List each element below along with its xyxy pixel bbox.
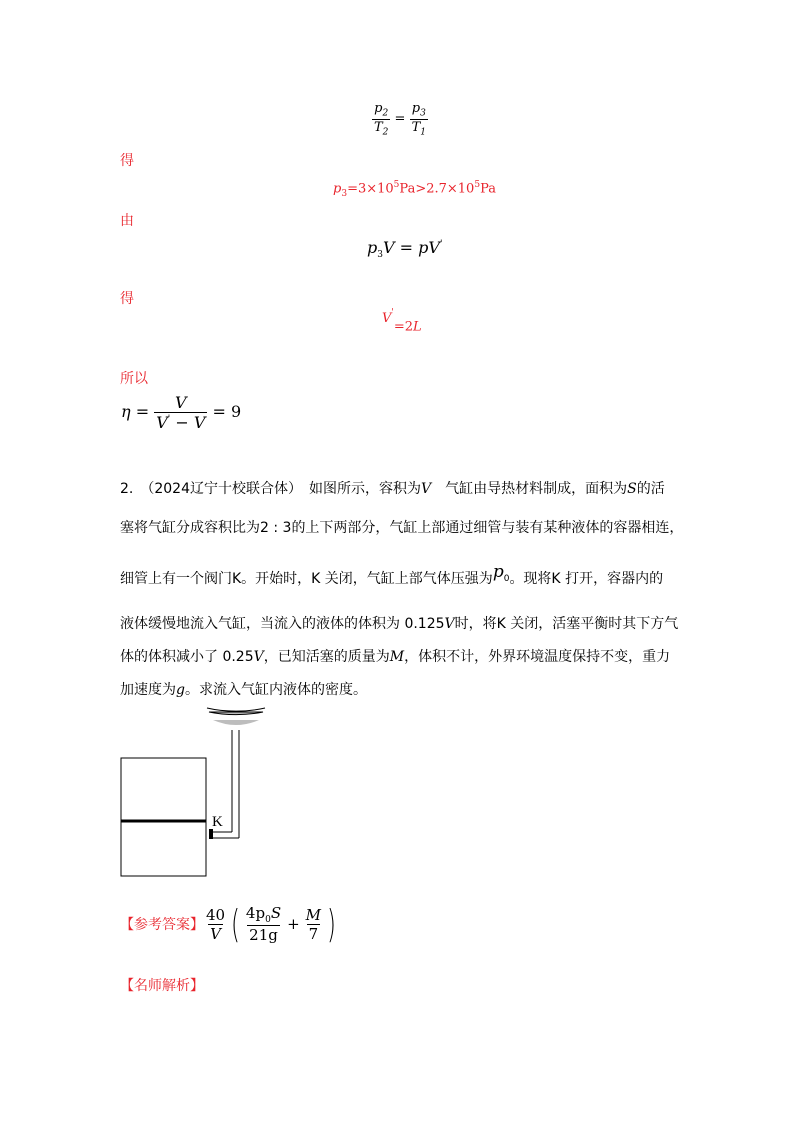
result-v-prime: V'=2L bbox=[382, 308, 422, 335]
answer-term-1: $\frac{4p_0S}{21g}$ bbox=[245, 904, 282, 944]
answer-label: 【参考答案】 bbox=[120, 917, 204, 933]
answer-term-2: $\frac{M}{7}$ bbox=[305, 905, 322, 943]
label-suoyi: 所以 bbox=[120, 371, 148, 387]
answer: 【参考答案】 $\frac{40}{V}$ ( $\frac{4p_0S}{21g}$ + $\frac{M}{7}$ ) bbox=[120, 902, 336, 946]
right-paren: ) bbox=[326, 902, 336, 946]
label-you: 由 bbox=[120, 213, 134, 229]
cylinder-figure bbox=[115, 700, 275, 885]
liquid-container bbox=[207, 708, 265, 725]
label-de-2: 得 bbox=[120, 291, 134, 307]
fraction-p2-t2: $\frac{p_2}{T_2}$ bbox=[374, 101, 389, 138]
equation-pressure-ratio: $\frac{p_2}{T_2}$ = $\frac{p_3}{T_1}$ bbox=[374, 101, 426, 138]
result-p3: $p_3=3\times 10^5Pa>2.7\times 10^5Pa$ bbox=[333, 180, 496, 199]
left-paren: ( bbox=[231, 902, 240, 946]
label-de-1: 得 bbox=[120, 153, 134, 169]
cylinder-lower bbox=[121, 821, 206, 876]
valve-label: K bbox=[212, 814, 223, 830]
problem-line-4: 液体缓慢地流入气缸，当流入的液体的体积为 0.125V时，将K 关闭，活塞平衡时其下方气 bbox=[120, 616, 679, 632]
equation-boyle: $p_3V = pV'$ bbox=[367, 238, 443, 261]
answer-coefficient: $\frac{40}{V}$ bbox=[206, 905, 226, 943]
problem-line-2: 塞将气缸分成容积比为2 : 3的上下两部分，气缸上部通过细管与装有某种液体的容器相连， bbox=[120, 520, 684, 536]
fraction-eta: $\frac{V}{V' - V}$ bbox=[156, 393, 206, 432]
problem-line-3: 细管上有一个阀门K。开始时，K 关闭，气缸上部气体压强为$p_0$。现将K 打开，容器内的 bbox=[120, 562, 664, 587]
problem-line-1: 2. （2024辽宁十校联合体） 如图所示，容积为V 气缸由导热材料制成，面积为S的活 bbox=[120, 481, 665, 497]
problem-line-6: 加速度为g。求流入气缸内液体的密度。 bbox=[120, 682, 367, 698]
equation-eta: η = $\frac{V}{V' - V}$ = 9 bbox=[121, 393, 242, 432]
cylinder-upper bbox=[121, 758, 206, 821]
problem-line-5: 体的体积减小了 0.25V，已知活塞的质量为M，体积不计，外界环境温度保持不变，重力 bbox=[120, 649, 671, 665]
fraction-p3-t1: $\frac{p_3}{T_1}$ bbox=[411, 101, 426, 138]
analysis-label: 【名师解析】 bbox=[120, 978, 204, 994]
